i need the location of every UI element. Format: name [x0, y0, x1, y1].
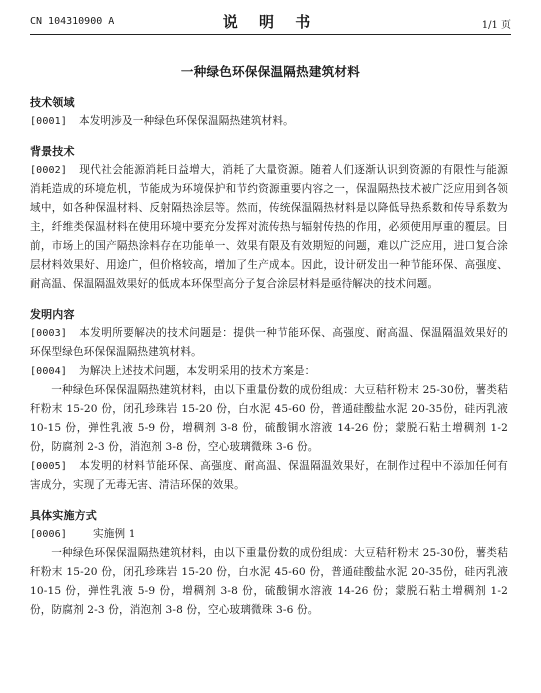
paragraph-number: [0005] — [30, 461, 68, 472]
paragraph-number: [0006] — [30, 529, 68, 540]
section-heading-invention: 发明内容 — [30, 308, 75, 321]
paragraph-text: 本发明所要解决的技术问题是：提供一种节能环保、高强度、耐高温、保温隔温效果好的环保型绿色环保保温隔热建筑材料。 — [30, 327, 508, 358]
paragraph-0006 — [30, 525, 508, 544]
paragraph-0003 — [30, 324, 508, 362]
paragraph-text: 现代社会能源消耗日益增大，消耗了大量资源。随着人们逐渐认识到资源的有限性与能源消耗造成的环境危机，节能成为环境保护和节约资源重要内容之一，保温隔热技术被广泛应用到各领域中，如各种保温材料、反射隔热涂层等。然而，传统保温隔热材料是以降低导热系数和传导系数为主，纤维类保温材料在使用环境中要充分发挥对流传热与辐射传热的作用，必须使用厚重的覆层。目前，市场上的国产隔热涂料存在功能单一、效果有限及有效期短的问题，难以广泛应用，进口复合涂层材料效果好、用途广，但价格较高，增加了生产成本。因此，设计研发出一种节能环保、高强度、耐高温、保温隔温效果好的低成本环保型高分子复合涂层材料是亟待解决的技术问题。 — [30, 164, 508, 290]
paragraph-number: [0004] — [30, 366, 68, 377]
publication-number: CN 104310900 A — [30, 16, 115, 27]
document-type: 说 明 书 — [222, 13, 319, 31]
paragraph-0006-detail: 一种绿色环保保温隔热建筑材料，由以下重量份数的成份组成：大豆秸秆粉末 25-30份，薯类秸秆粉末 15-20 份，闭孔珍珠岩 15-20 份，白水泥 45-60 份，普通硅酸盐水泥 20-35份，硅丙乳液 10-15 份，弹性乳液 5-9 份，增稠剂 3-8 份，硫酸铜水溶液 14-26 份；蒙脱石粘土增稠剂 1-2 份，防腐剂 2-3 份，消泡剂 3-8 份，空心玻璃微珠 3-6 份。 — [30, 547, 508, 616]
section-heading-tech-field: 技术领域 — [30, 96, 75, 109]
paragraph-number: [0002] — [30, 165, 68, 176]
section-heading-embodiment: 具体实施方式 — [30, 509, 97, 522]
paragraph-text: 本发明的材料节能环保、高强度、耐高温、保温隔温效果好，在制作过程中不添加任何有害成分，实现了无毒无害、清洁环保的效果。 — [30, 460, 508, 491]
document-title: 一种绿色环保保温隔热建筑材料 — [180, 64, 361, 79]
page-header — [30, 11, 511, 33]
header-divider — [30, 34, 511, 35]
paragraph-0004-detail: 一种绿色环保保温隔热建筑材料，由以下重量份数的成份组成：大豆秸秆粉末 25-30份，薯类秸秆粉末 15-20 份，闭孔珍珠岩 15-20 份，白水泥 45-60 份，普通硅酸盐水泥 20-35份，硅丙乳液 10-15 份，弹性乳液 5-9 份，增稠剂 3-8 份，硫酸铜水溶液 14-26 份；蒙脱石粘土增稠剂 1-2 份，防腐剂 2-3 份，消泡剂 3-8 份，空心玻璃微珠 3-6 份。 — [30, 384, 508, 453]
document-body — [30, 93, 508, 620]
example-label: 实施例 1 — [93, 528, 136, 540]
paragraph-text: 本发明涉及一种绿色环保保温隔热建筑材料。 — [79, 115, 294, 127]
paragraph-0002 — [30, 161, 508, 294]
paragraph-text: 为解决上述技术问题，本发明采用的技术方案是： — [79, 365, 316, 377]
paragraph-0005 — [30, 457, 508, 495]
page-number: 1/1 页 — [481, 20, 511, 31]
section-heading-background: 背景技术 — [30, 145, 75, 158]
paragraph-0001 — [30, 112, 508, 131]
paragraph-0004 — [30, 362, 508, 381]
paragraph-number: [0003] — [30, 328, 68, 339]
paragraph-number: [0001] — [30, 116, 68, 127]
